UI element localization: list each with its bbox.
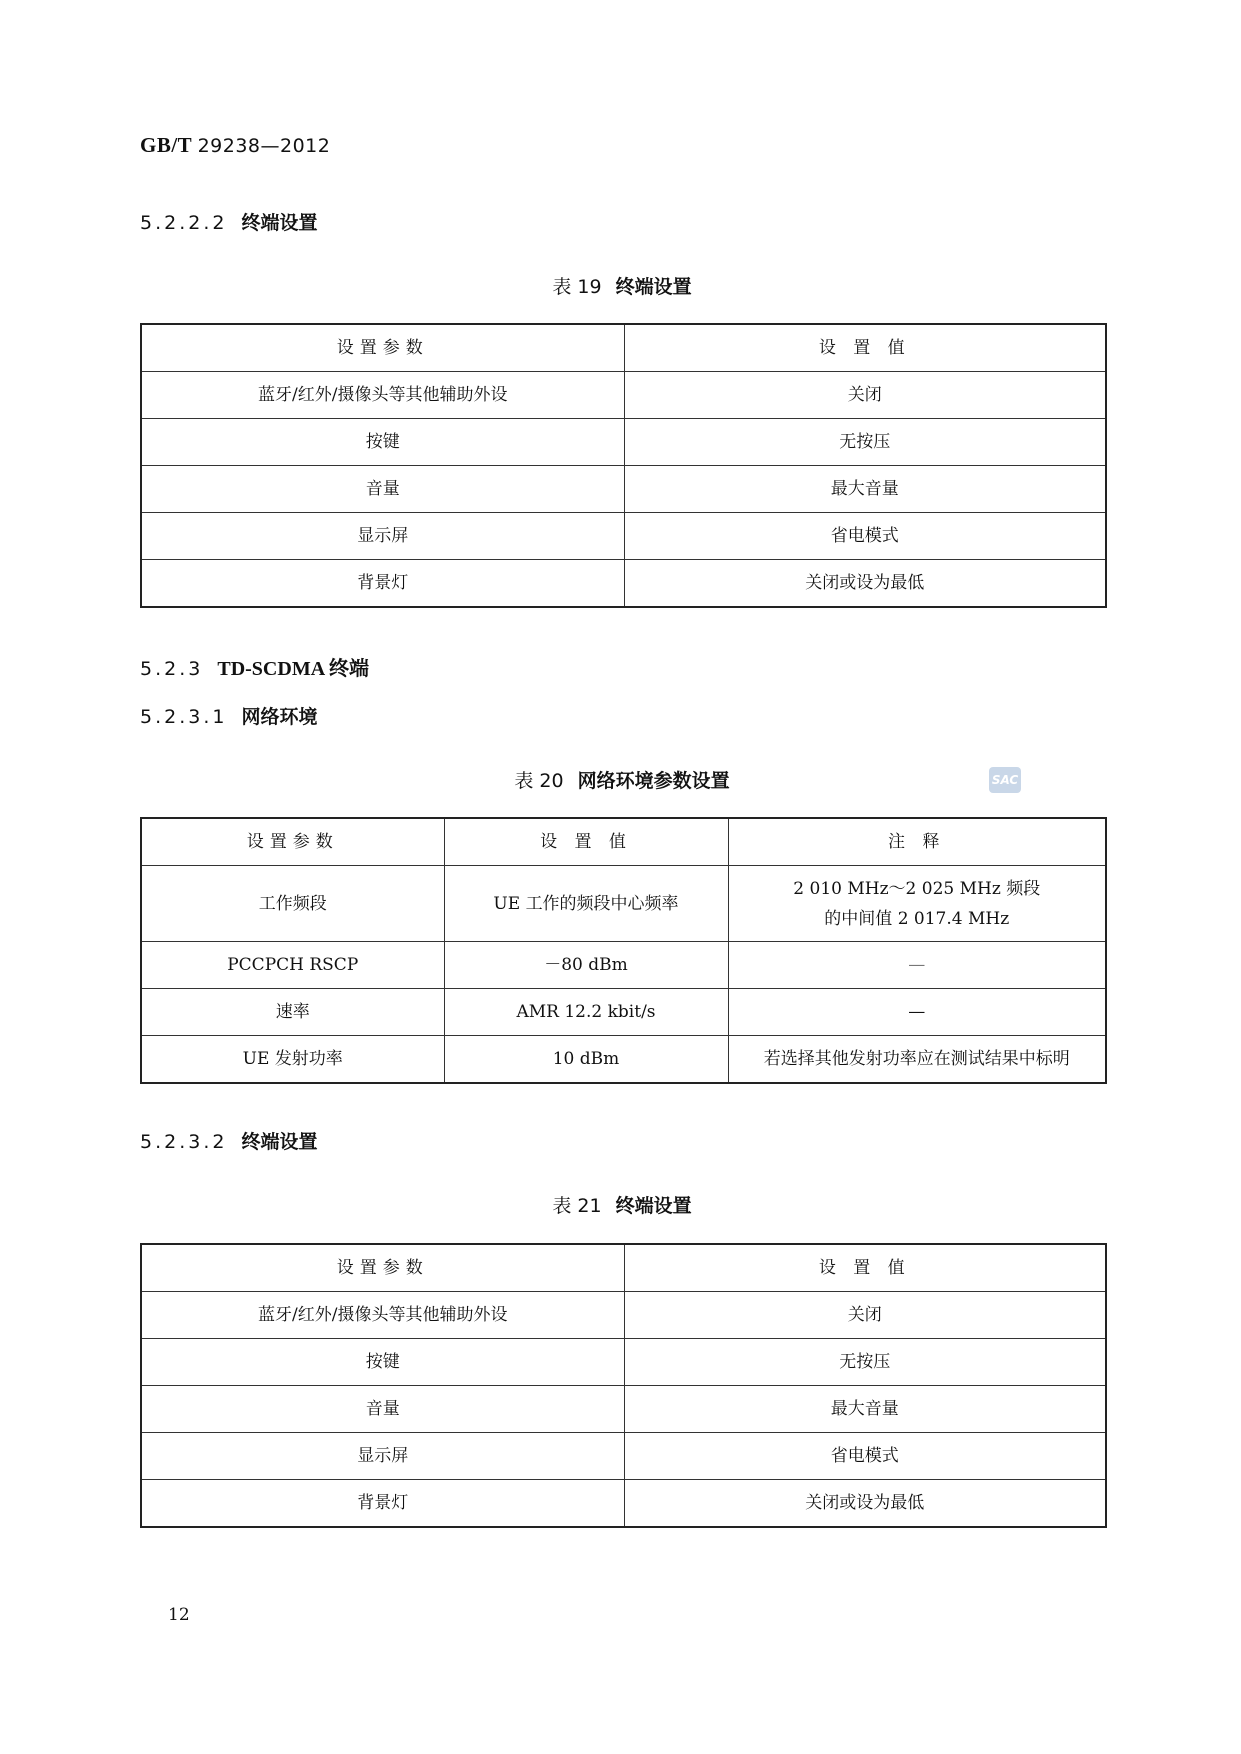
table-cell: 速率 bbox=[141, 989, 444, 1036]
table-cell: UE 工作的频段中心频率 bbox=[444, 866, 728, 942]
standard-code-number: 29238—2012 bbox=[197, 135, 331, 157]
table-cell: 音量 bbox=[141, 466, 624, 513]
page-number: 12 bbox=[168, 1605, 190, 1625]
note-line: 2 010 MHz～2 025 MHz 频段 bbox=[793, 878, 1041, 899]
section-number: 5.2.3.2 bbox=[140, 1131, 228, 1153]
header-cell: 设置参数 bbox=[141, 324, 624, 372]
note-line: 的中间值 2 017.4 MHz bbox=[824, 908, 1010, 929]
table-20-caption bbox=[514, 766, 729, 793]
section-heading-5-2-3 bbox=[140, 652, 369, 681]
table-cell: 蓝牙/红外/摄像头等其他辅助外设 bbox=[141, 1292, 624, 1339]
table-cell: 蓝牙/红外/摄像头等其他辅助外设 bbox=[141, 372, 624, 419]
table-row bbox=[141, 466, 1106, 513]
table-row bbox=[141, 1339, 1106, 1386]
table-cell: 最大音量 bbox=[624, 1386, 1106, 1433]
table-row bbox=[141, 1036, 1106, 1084]
table-row bbox=[141, 560, 1106, 608]
table-21-caption bbox=[552, 1191, 691, 1218]
table-cell: — bbox=[728, 942, 1106, 989]
table-header-row bbox=[141, 1244, 1106, 1292]
table-row bbox=[141, 1386, 1106, 1433]
table-20 bbox=[140, 817, 1107, 1084]
table-cell: — bbox=[728, 989, 1106, 1036]
section-number: 5.2.3 bbox=[140, 658, 204, 680]
table-cell: 背景灯 bbox=[141, 560, 624, 608]
table-cell: UE 发射功率 bbox=[141, 1036, 444, 1084]
standard-code-prefix: GB/T bbox=[140, 133, 192, 157]
table-row bbox=[141, 419, 1106, 466]
table-row bbox=[141, 1292, 1106, 1339]
table-cell: －80 dBm bbox=[444, 942, 728, 989]
table-21 bbox=[140, 1243, 1107, 1528]
table-cell: 显示屏 bbox=[141, 513, 624, 560]
section-number: 5.2.3.1 bbox=[140, 706, 228, 728]
table-cell: 关闭或设为最低 bbox=[624, 560, 1106, 608]
table-cell: 最大音量 bbox=[624, 466, 1106, 513]
table-cell: 关闭 bbox=[624, 372, 1106, 419]
table-row bbox=[141, 989, 1106, 1036]
table-title: 终端设置 bbox=[615, 1195, 692, 1217]
table-cell: 音量 bbox=[141, 1386, 624, 1433]
header-cell: 设 置 值 bbox=[444, 818, 728, 866]
table-cell-multiline bbox=[728, 866, 1106, 942]
table-cell: 若选择其他发射功率应在测试结果中标明 bbox=[728, 1036, 1106, 1084]
table-title: 网络环境参数设置 bbox=[577, 770, 730, 792]
table-cell: AMR 12.2 kbit/s bbox=[444, 989, 728, 1036]
table-cell: 无按压 bbox=[624, 1339, 1106, 1386]
table-19-caption bbox=[552, 272, 691, 299]
table-row bbox=[141, 513, 1106, 560]
standard-code bbox=[140, 133, 330, 158]
header-cell: 设置参数 bbox=[141, 818, 444, 866]
table-cell: 按键 bbox=[141, 1339, 624, 1386]
section-title: 终端设置 bbox=[241, 1131, 318, 1153]
table-cell: 10 dBm bbox=[444, 1036, 728, 1084]
header-cell: 设 置 值 bbox=[624, 324, 1106, 372]
table-row bbox=[141, 372, 1106, 419]
table-19 bbox=[140, 323, 1107, 608]
section-title: 终端设置 bbox=[241, 212, 318, 234]
header-cell: 设 置 值 bbox=[624, 1244, 1106, 1292]
table-title: 终端设置 bbox=[615, 276, 692, 298]
section-number: 5.2.2.2 bbox=[140, 212, 228, 234]
table-row bbox=[141, 942, 1106, 989]
section-heading-5-2-2-2 bbox=[140, 208, 318, 235]
sac-watermark-logo: SAC bbox=[989, 767, 1021, 793]
table-label: 表 20 bbox=[514, 770, 564, 792]
header-cell: 注 释 bbox=[728, 818, 1106, 866]
table-header-row bbox=[141, 324, 1106, 372]
table-cell: 显示屏 bbox=[141, 1433, 624, 1480]
section-title: TD-SCDMA 终端 bbox=[217, 658, 370, 680]
table-cell: 工作频段 bbox=[141, 866, 444, 942]
table-cell: PCCPCH RSCP bbox=[141, 942, 444, 989]
table-cell: 省电模式 bbox=[624, 1433, 1106, 1480]
table-cell: 关闭或设为最低 bbox=[624, 1480, 1106, 1528]
table-cell: 省电模式 bbox=[624, 513, 1106, 560]
table-cell: 按键 bbox=[141, 419, 624, 466]
section-title: 网络环境 bbox=[241, 706, 318, 728]
table-row bbox=[141, 1480, 1106, 1528]
table-cell: 无按压 bbox=[624, 419, 1106, 466]
header-cell: 设置参数 bbox=[141, 1244, 624, 1292]
table-row bbox=[141, 866, 1106, 942]
section-heading-5-2-3-2 bbox=[140, 1127, 318, 1154]
section-heading-5-2-3-1 bbox=[140, 702, 318, 729]
table-cell: 背景灯 bbox=[141, 1480, 624, 1528]
table-label: 表 21 bbox=[552, 1195, 602, 1217]
table-label: 表 19 bbox=[552, 276, 602, 298]
table-cell: 关闭 bbox=[624, 1292, 1106, 1339]
table-row bbox=[141, 1433, 1106, 1480]
table-header-row bbox=[141, 818, 1106, 866]
